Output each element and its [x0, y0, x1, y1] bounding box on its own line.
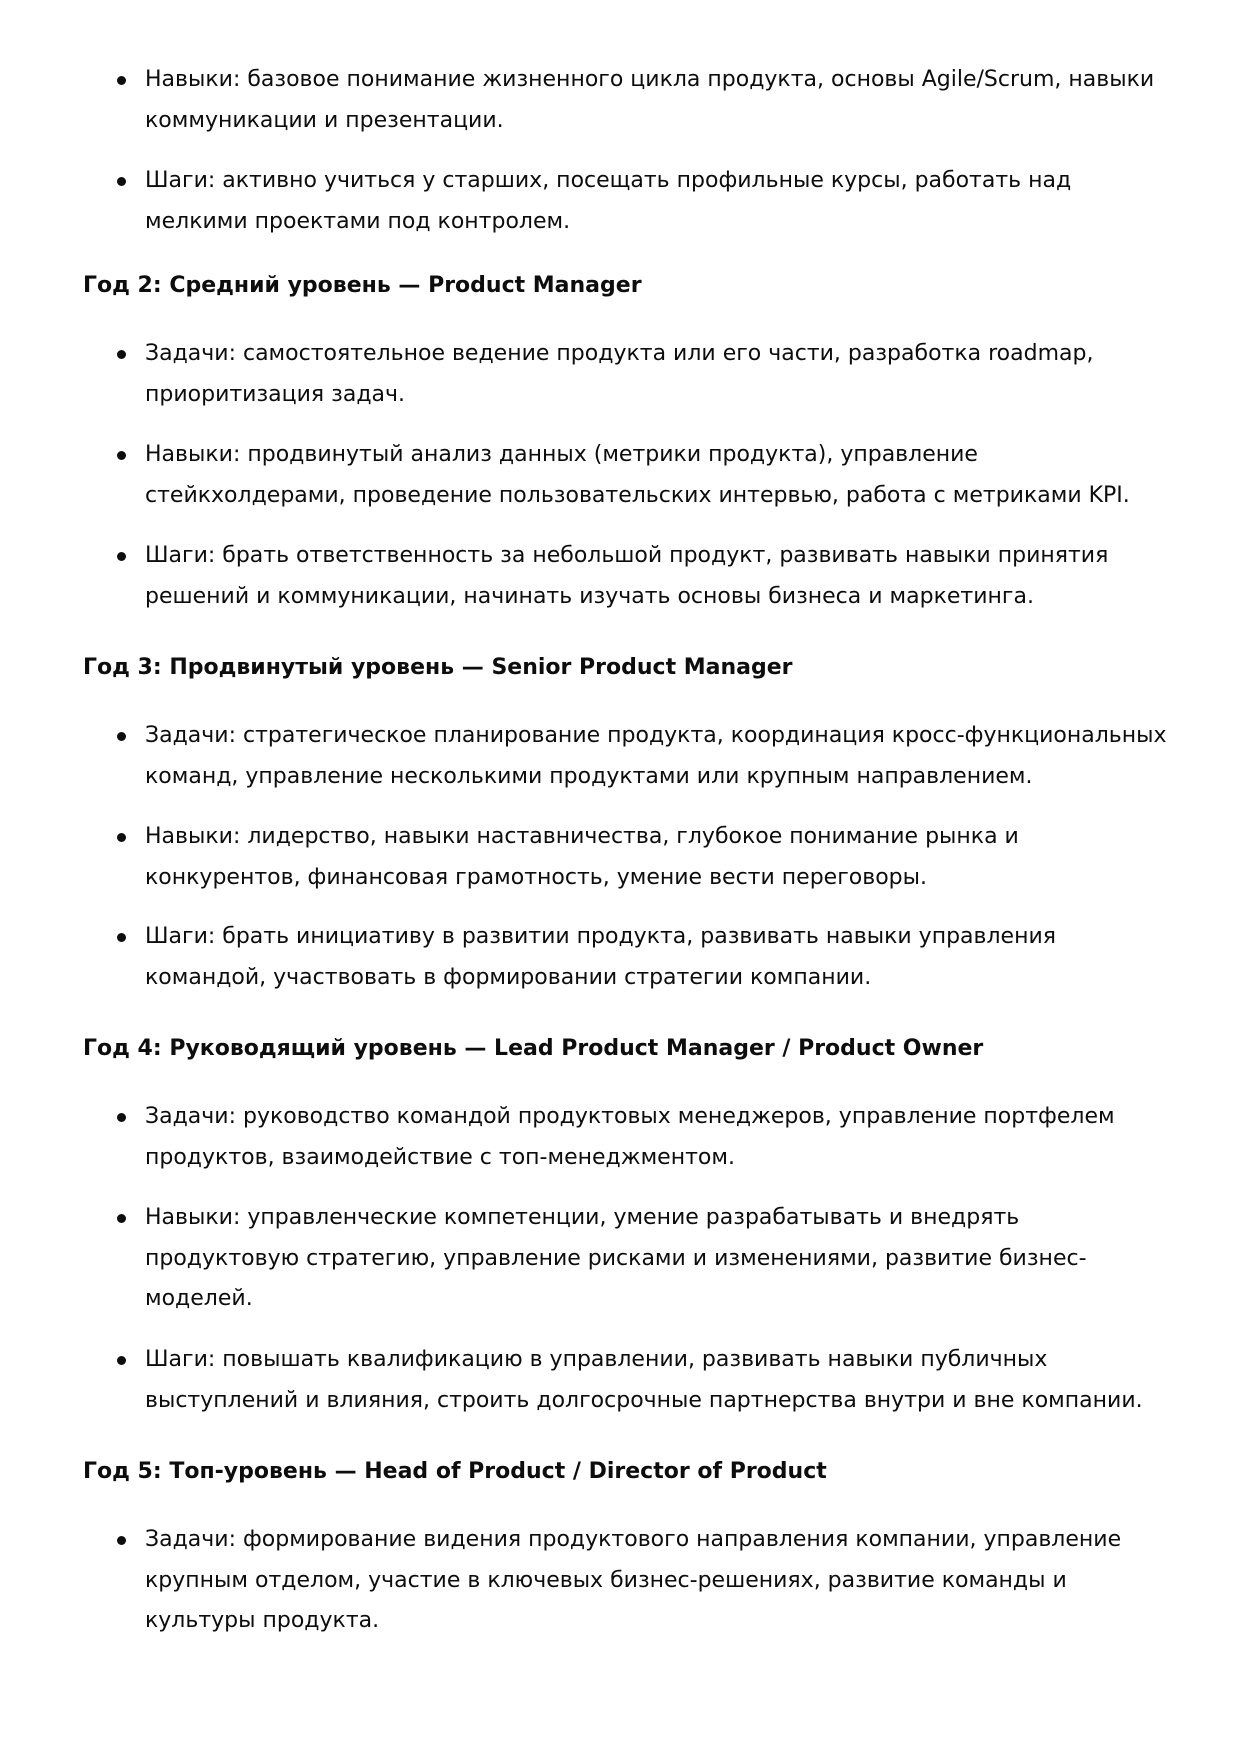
bullet-icon	[117, 1113, 126, 1122]
section-heading: Год 2: Средний уровень — Product Manager	[83, 273, 642, 298]
bullet-icon	[117, 350, 126, 359]
bullet-icon	[117, 177, 126, 186]
section-heading: Год 4: Руководящий уровень — Lead Product Manager / Product Owner	[83, 1036, 984, 1061]
list-item-text: Шаги: брать инициативу в развитии продукта, развивать навыки управления командой, участвовать в формировании стратегии компании.	[145, 924, 1057, 990]
list-item-text: Шаги: брать ответственность за небольшой продукт, развивать навыки принятия решений и коммуникации, начинать изучать основы бизнеса и маркетинга.	[145, 543, 1109, 609]
list-item-text: Навыки: управленческие компетенции, умение разрабатывать и внедрять продуктовую стратегию, управление рисками и изменениями, развитие бизнес-моделей.	[145, 1205, 1087, 1311]
list-item-text: Задачи: стратегическое планирование продукта, координация кросс-функциональных команд, управление несколькими продуктами или крупным направлением.	[145, 723, 1167, 789]
list-item-text: Задачи: руководство командой продуктовых менеджеров, управление портфелем продуктов, взаимодействие с топ-менеджментом.	[145, 1104, 1115, 1170]
bullet-icon	[117, 552, 126, 561]
list-item-text: Задачи: формирование видения продуктового направления компании, управление крупным отделом, участие в ключевых бизнес-решениях, развитие команды и культуры продукта.	[145, 1527, 1122, 1633]
bullet-icon	[117, 451, 126, 460]
list-item-text: Шаги: активно учиться у старших, посещать профильные курсы, работать над мелкими проектами под контролем.	[145, 168, 1072, 234]
bullet-icon	[117, 732, 126, 741]
list-item-text: Навыки: лидерство, навыки наставничества, глубокое понимание рынка и конкурентов, финансовая грамотность, умение вести переговоры.	[145, 824, 1019, 890]
bullet-icon	[117, 1536, 126, 1545]
bullet-icon	[117, 1214, 126, 1223]
list-item-text: Задачи: самостоятельное ведение продукта или его части, разработка roadmap, приоритизация задач.	[145, 341, 1094, 407]
bullet-icon	[117, 76, 126, 85]
list-item-text: Навыки: базовое понимание жизненного цикла продукта, основы Agile/Scrum, навыки коммуникации и презентации.	[145, 67, 1155, 133]
list-item-text: Навыки: продвинутый анализ данных (метрики продукта), управление стейкхолдерами, проведение пользовательских интервью, работа с метриками KPI.	[145, 442, 1130, 508]
bullet-icon	[117, 1356, 126, 1365]
section-heading: Год 3: Продвинутый уровень — Senior Product Manager	[83, 655, 793, 680]
section-heading: Год 5: Топ-уровень — Head of Product / Director of Product	[83, 1459, 827, 1484]
bullet-icon	[117, 833, 126, 842]
bullet-icon	[117, 933, 126, 942]
list-item-text: Шаги: повышать квалификацию в управлении, развивать навыки публичных выступлений и влияния, строить долгосрочные партнерства внутри и вне компании.	[145, 1347, 1143, 1413]
